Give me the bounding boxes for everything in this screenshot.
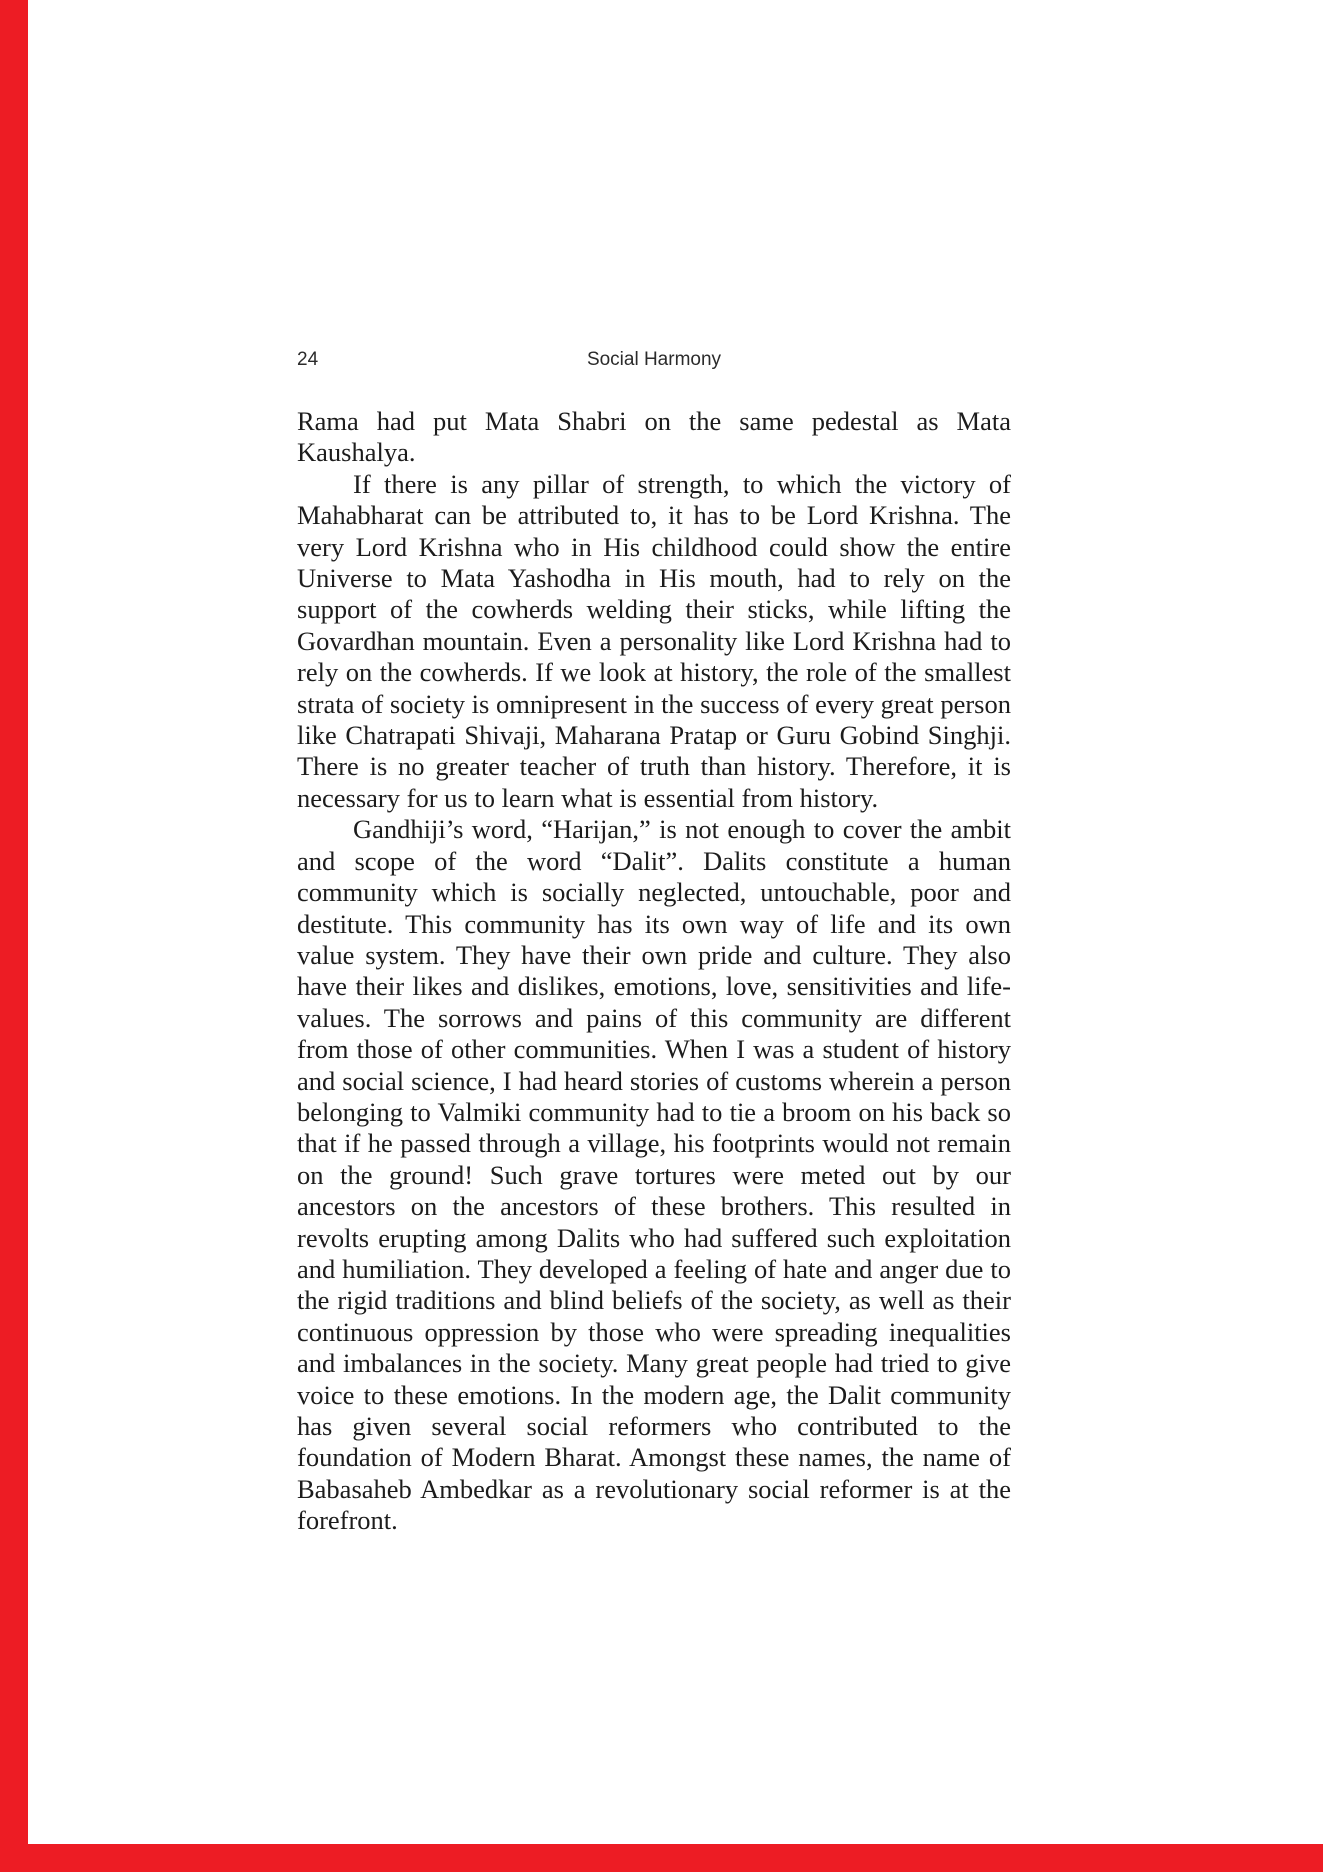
paragraph: If there is any pillar of strength, to which the victory of Mahabharat can be attributed to, it has to be Lord Krishna. The very Lord Krishna who in His childhood could show the entire Universe to Mata Yashodha in His mouth, had to rely on the support of the cowherds welding their sticks, while lifting the Govardhan mountain. Even a personality like Lord Krishna had to rely on the cowherds. If we look at history, the role of the smallest strata of society is omnipresent in the success of every great person like Chatrapati Shivaji, Maharana Pratap or Guru Gobind Singhji. There is no greater teacher of truth than history. Therefore, it is necessary for us to learn what is essential from history. bbox=[297, 468, 1011, 813]
running-title: Social Harmony bbox=[586, 349, 722, 370]
paragraph: Gandhiji’s word, “Harijan,” is not enough to cover the ambit and scope of the word “Dalit”. Dalits constitute a human community which is socially neglected, untouchable, poor and destitute. This community has its own way of life and its own value system. They have their own pride and culture. They also have their likes and dislikes, emotions, love, sensitivities and life-values. The sorrows and pains of this community are different from those of other communities. When I was a student of history and social science, I had heard stories of customs wherein a person belonging to Valmiki community had to tie a broom on his back so that if he passed through a village, his footprints would not remain on the ground! Such grave tortures were meted out by our ancestors on the ancestors of these brothers. This resulted in revolts erupting among Dalits who had suffered such exploitation and humiliation. They developed a feeling of hate and anger due to the rigid traditions and blind beliefs of the society, as well as their continuous oppression by those who were spreading inequalities and imbalances in the society. Many great people had tried to give voice to these emotions. In the modern age, the Dalit community has given several social reformers who contributed to the foundation of Modern Bharat. Amongst these names, the name of Babasaheb Ambedkar as a revolutionary social reformer is at the forefront. bbox=[297, 814, 1011, 1536]
page-body bbox=[297, 406, 1011, 1537]
page-number: 24 bbox=[297, 349, 319, 370]
page-edge-left-strip bbox=[0, 0, 28, 1872]
page-edge-bottom-strip bbox=[0, 1844, 1323, 1872]
paragraph: Rama had put Mata Shabri on the same pedestal as Mata Kaushalya. bbox=[297, 406, 1011, 468]
running-header bbox=[297, 349, 1011, 371]
